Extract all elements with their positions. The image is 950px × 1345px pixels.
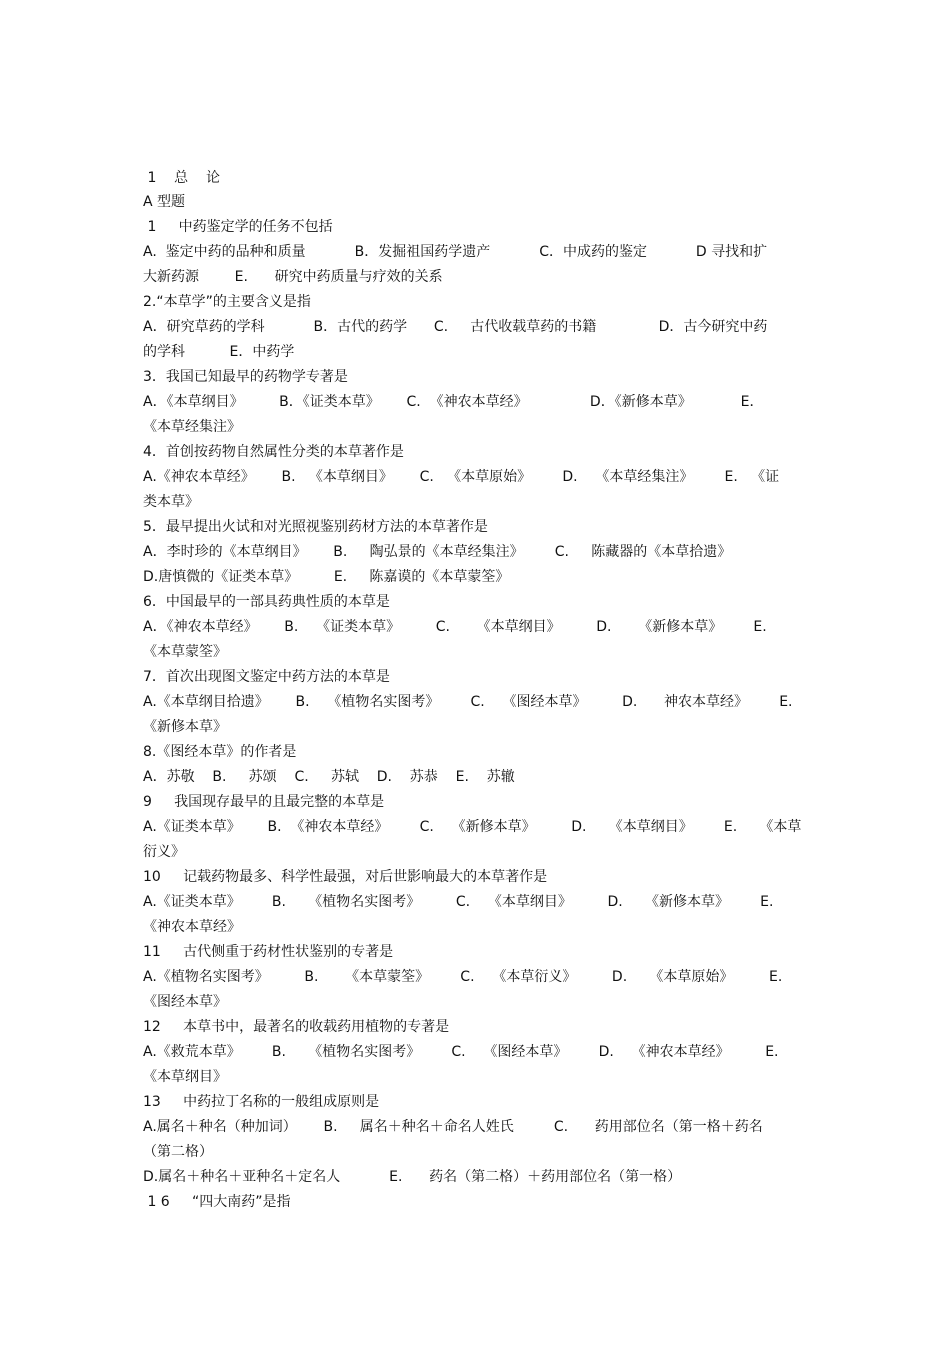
question-13: 13 中药拉丁名称的一般组成原则是 [143,1094,380,1110]
question-3: 3．我国已知最早的药物学专著是 [143,369,348,385]
question-13-options-cont: （第二格） [143,1144,213,1160]
question-5-options-cont: D.唐慎微的《证类本草》 E. 陈嘉谟的《本草蒙筌》 [143,569,510,585]
question-7-options-cont: 《新修本草》 [143,719,227,735]
question-6-options-cont: 《本草蒙筌》 [143,644,227,660]
question-11-options-cont: 《图经本草》 [143,994,227,1010]
question-3-options-cont: 《本草经集注》 [143,419,241,435]
question-13-options-row2: D.属名＋种名＋亚种名＋定名人 E. 药名（第二格）＋药用部位名（第一格） [143,1169,682,1185]
question-16: 1 6 “四大南药”是指 [143,1194,291,1210]
question-1-options-cont: 大新药源 E. 研究中药质量与疗效的关系 [143,269,443,285]
question-10-options: A.《证类本草》 B. 《植物名实图考》 C. 《本草纲目》 D. 《新修本草》 E. [143,894,774,910]
document-page [143,166,808,1215]
question-11-options: A.《植物名实图考》 B. 《本草蒙筌》 C. 《本草衍义》 D. 《本草原始》 E. [143,969,783,985]
question-7: 7．首次出现图文鉴定中药方法的本草是 [143,669,390,685]
question-11: 11 古代侧重于药材性状鉴别的专著是 [143,944,394,960]
chapter-heading: 1 总 论 [143,170,220,186]
question-4-options: A.《神农本草经》 B. 《本草纲目》 C. 《本草原始》 D. 《本草经集注》 E. 《证 [143,469,780,485]
question-6-options: A．《神农本草经》 B. 《证类本草》 C. 《本草纲目》 D. 《新修本草》 E. [143,619,767,635]
question-9-options: A.《证类本草》 B. 《神农本草经》 C. 《新修本草》 D. 《本草纲目》 E. 《本草 [143,819,802,835]
question-2-options: A．研究草药的学科 B．古代的药学 C. 古代收载草药的书籍 D．古今研究中药 [143,319,768,335]
question-2-options-cont: 的学科 E．中药学 [143,344,295,360]
question-3-options: A．《本草纲目》 B．《证类本草》 C. 《神农本草经》 D．《新修本草》 E． [143,394,764,410]
question-5-options: A．李时珍的《本草纲目》 B. 陶弘景的《本草经集注》 C. 陈藏器的《本草拾遗》 [143,544,732,560]
question-13-options: A.属名＋种名（种加词） B. 属名＋种名＋命名人姓氏 C. 药用部位名（第一格＋药名 [143,1119,763,1135]
question-8-options: A．苏敬 B. 苏颂 C. 苏轼 D. 苏恭 E. 苏辙 [143,769,515,785]
question-4-options-cont: 类本草》 [143,494,199,510]
question-10-options-cont: 《神农本草经》 [143,919,241,935]
question-6: 6．中国最早的一部具药典性质的本草是 [143,594,390,610]
question-10: 10 记载药物最多、科学性最强，对后世影响最大的本草著作是 [143,869,548,885]
question-2: 2.“本草学”的主要含义是指 [143,294,311,310]
question-9: 9 我国现存最早的且最完整的本草是 [143,794,385,810]
question-9-options-cont: 衍义》 [143,844,185,860]
question-12-options-cont: 《本草纲目》 [143,1069,227,1085]
question-1: 1 中药鉴定学的任务不包括 [143,219,333,235]
question-7-options: A.《本草纲目拾遗》 B. 《植物名实图考》 C. 《图经本草》 D. 神农本草经》 E. [143,694,793,710]
question-1-options: A. 鉴定中药的品种和质量 B．发掘祖国药学遗产 C．中成药的鉴定 D 寻找和扩 [143,244,768,260]
question-12: 12 本草书中，最著名的收载药用植物的专著是 [143,1019,450,1035]
question-5: 5．最早提出火试和对光照视鉴别药材方法的本草著作是 [143,519,488,535]
question-4: 4．首创按药物自然属性分类的本草著作是 [143,444,404,460]
question-12-options: A.《救荒本草》 B. 《植物名实图考》 C. 《图经本草》 D. 《神农本草经》 E. [143,1044,779,1060]
question-8: 8.《图经本草》的作者是 [143,744,297,760]
section-heading: A 型题 [143,194,186,210]
